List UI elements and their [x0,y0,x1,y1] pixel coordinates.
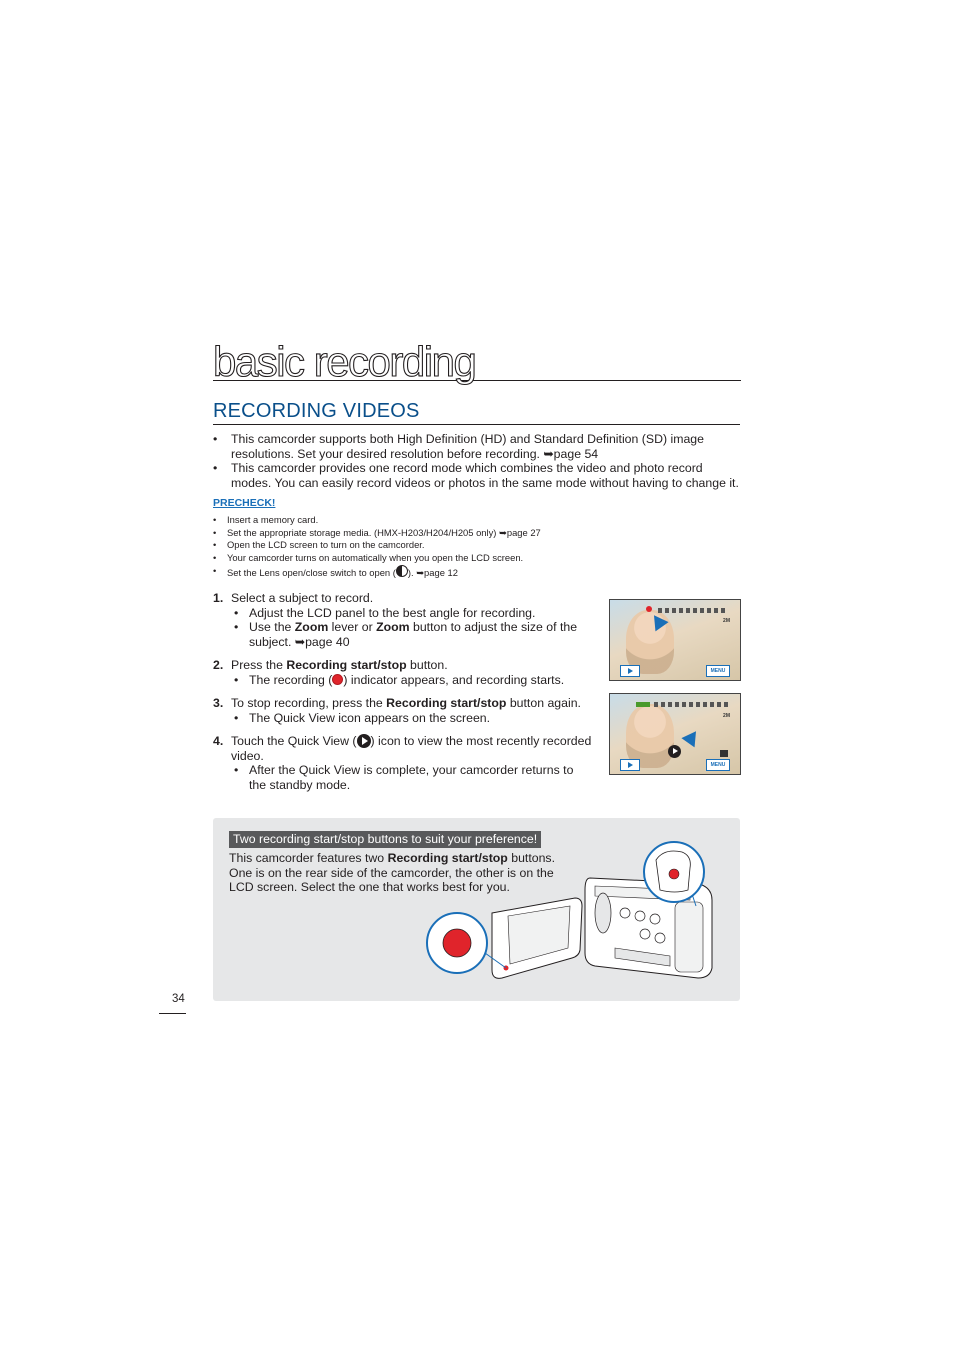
page-number: 34 [172,993,185,1005]
tip-title: Two recording start/stop buttons to suit your preference! [229,831,541,848]
chapter-title: basic recording [213,338,741,381]
list-item: • Set the Lens open/close switch to open ( ). ➥page 12 [213,565,733,580]
section-title: RECORDING VIDEOS [213,400,740,425]
steps [213,591,593,801]
list-item: • This camcorder provides one record mode which combines the video and photo record modes. You can easily record videos or photos in the same mode without having to change it. [213,461,743,490]
lens-open-icon [396,565,408,577]
record-indicator-icon [332,674,343,685]
intro-list [213,432,743,490]
list-item: • This camcorder supports both High Definition (HD) and Standard Definition (SD) image resolutions. Set your desired resolution before recording. ➥page 54 [213,432,743,461]
menu-button[interactable]: MENU [706,759,730,771]
play-icon[interactable] [620,759,640,771]
step-3: 3. To stop recording, press the Recording start/stop button again. • The Quick View icon appears on the screen. [213,696,593,725]
list-item: • Open the LCD screen to turn on the camcorder. [213,539,733,552]
record-indicator-icon [646,606,652,612]
menu-button[interactable]: MENU [706,665,730,677]
step-4: 4. Touch the Quick View ( ) icon to view the most recently recorded video. • After the Quick View is complete, your camcorder returns to the standby mode. [213,734,593,792]
photo-size-label: 2M [723,713,730,719]
lcd-screen-recording [609,599,741,681]
camcorder-illustration [420,838,738,996]
lcd-screen-quick-view [609,693,741,775]
pointer-arrow-icon [681,727,702,748]
quick-view-icon [357,734,371,748]
quick-view-icon[interactable] [668,745,681,758]
page-number-rule [159,1013,186,1014]
photo-size-label: 2M [723,618,730,624]
precheck-list [213,514,733,580]
status-icons [654,702,728,707]
step-2: 2. Press the Recording start/stop button. • The recording ( ) indicator appears, and recording starts. [213,658,593,687]
play-icon[interactable] [620,665,640,677]
status-icons [658,608,728,613]
list-item: • Set the appropriate storage media. (HMX-H203/H204/H205 only) ➥page 27 [213,527,733,540]
standby-icon [636,702,650,707]
list-item: • Your camcorder turns on automatically when you open the LCD screen. [213,552,733,565]
step-1: 1. Select a subject to record. • Adjust the LCD panel to the best angle for recording. • Use the Zoom lever or Zoom button to adjust the size of the subject. ➥page 40 [213,591,593,649]
delete-icon[interactable] [720,750,728,757]
list-item: • Insert a memory card. [213,514,733,527]
tip-text: This camcorder features two Recording start/stop buttons. One is on the rear side of the camcorder, the other is on the LCD screen. Select the one that works best for you. [229,851,555,894]
precheck-label[interactable]: PRECHECK! [213,497,276,509]
